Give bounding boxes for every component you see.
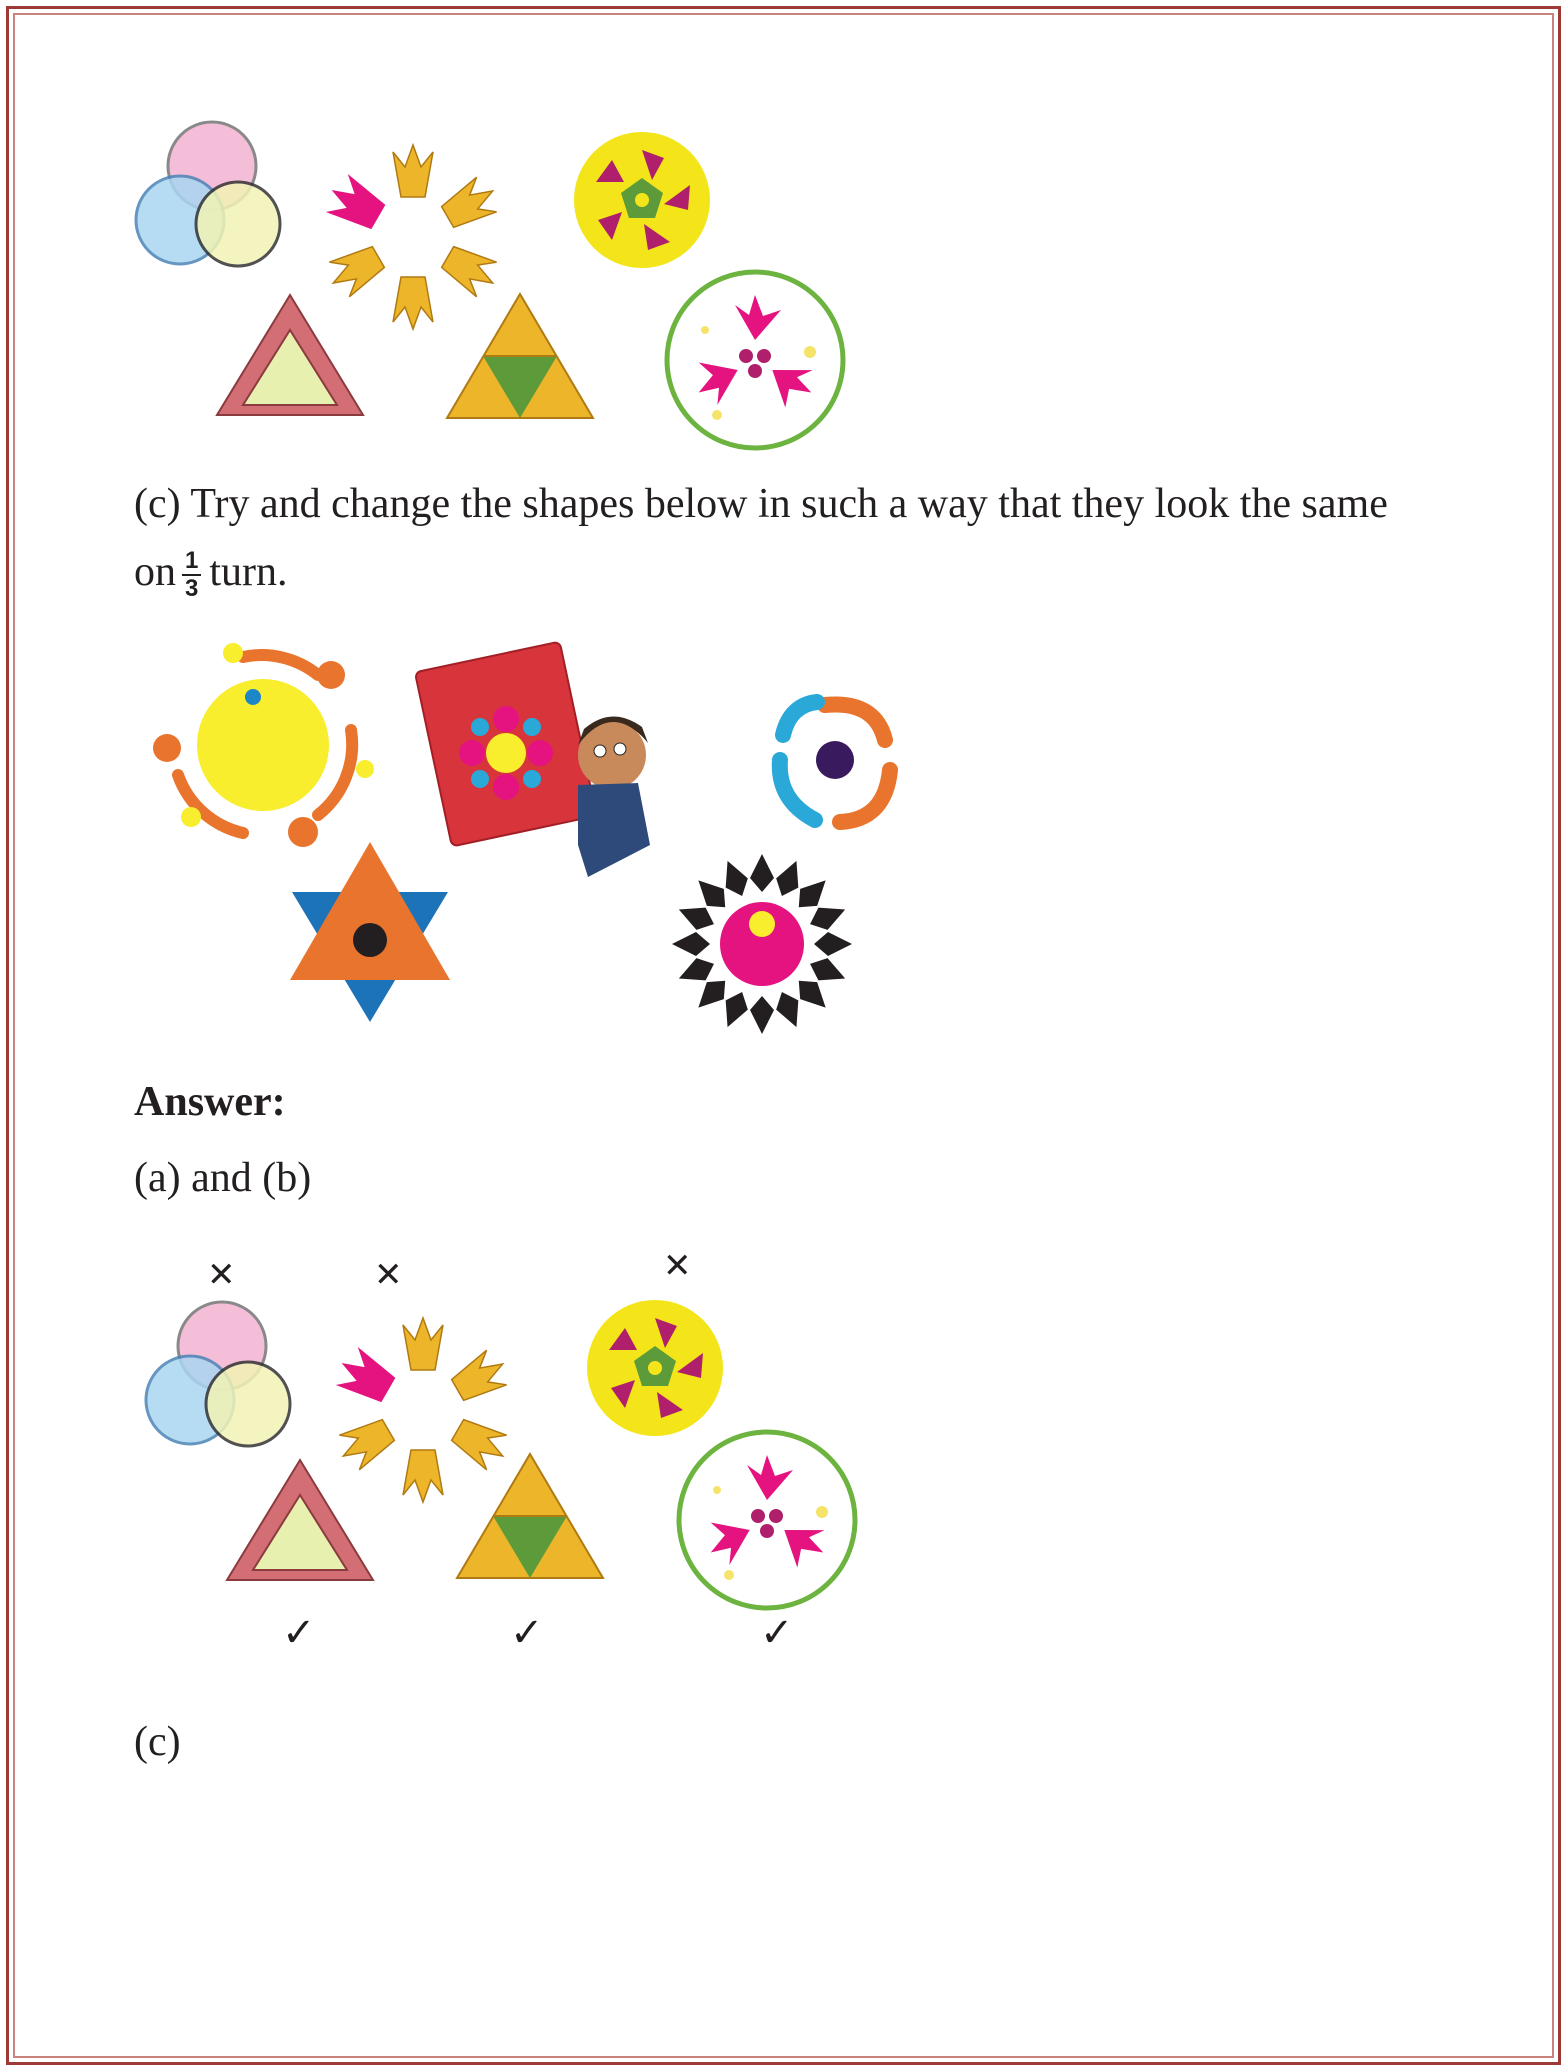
cross-mark-pinwheel: ✕ bbox=[663, 1246, 692, 1286]
fraction-denominator: 3 bbox=[185, 575, 199, 603]
answer-part-c: (c) bbox=[134, 1719, 181, 1765]
check-mark-triforce: ✓ bbox=[510, 1610, 544, 1656]
check-mark-triangle: ✓ bbox=[282, 1610, 316, 1656]
impossible-triangle-icon bbox=[215, 290, 365, 420]
question-c-line1: (c) Try and change the shapes below in such a way that they look the same bbox=[134, 481, 1388, 527]
triforce-icon bbox=[445, 292, 595, 422]
answer-part-ab: (a) and (b) bbox=[134, 1155, 312, 1201]
fraction-one-third bbox=[182, 548, 201, 602]
question-c-prefix: on bbox=[134, 549, 176, 595]
question-c-suffix: turn. bbox=[209, 549, 288, 595]
question-c-line2 bbox=[134, 546, 288, 602]
answer-impossible-triangle-icon bbox=[225, 1455, 375, 1585]
answer-venn-circles-icon bbox=[140, 1300, 280, 1460]
black-petal-flower-icon bbox=[670, 852, 855, 1037]
cross-mark-venn: ✕ bbox=[207, 1255, 236, 1295]
star-of-david-icon bbox=[288, 842, 453, 1022]
sun-ring-icon bbox=[148, 640, 378, 850]
check-mark-birds: ✓ bbox=[760, 1610, 794, 1656]
child-with-board-icon bbox=[428, 645, 668, 885]
answer-triforce-icon bbox=[455, 1452, 605, 1582]
swirl-icon bbox=[770, 690, 900, 830]
fraction-numerator: 1 bbox=[182, 548, 201, 576]
answer-birds-circle-icon bbox=[672, 1425, 862, 1615]
pinwheel-pentagon-icon bbox=[572, 130, 712, 270]
answer-heading: Answer: bbox=[134, 1079, 286, 1125]
venn-circles-icon bbox=[130, 120, 270, 280]
cross-mark-hands: ✕ bbox=[374, 1255, 403, 1295]
answer-pinwheel-pentagon-icon bbox=[585, 1298, 725, 1438]
birds-circle-icon bbox=[660, 265, 850, 455]
